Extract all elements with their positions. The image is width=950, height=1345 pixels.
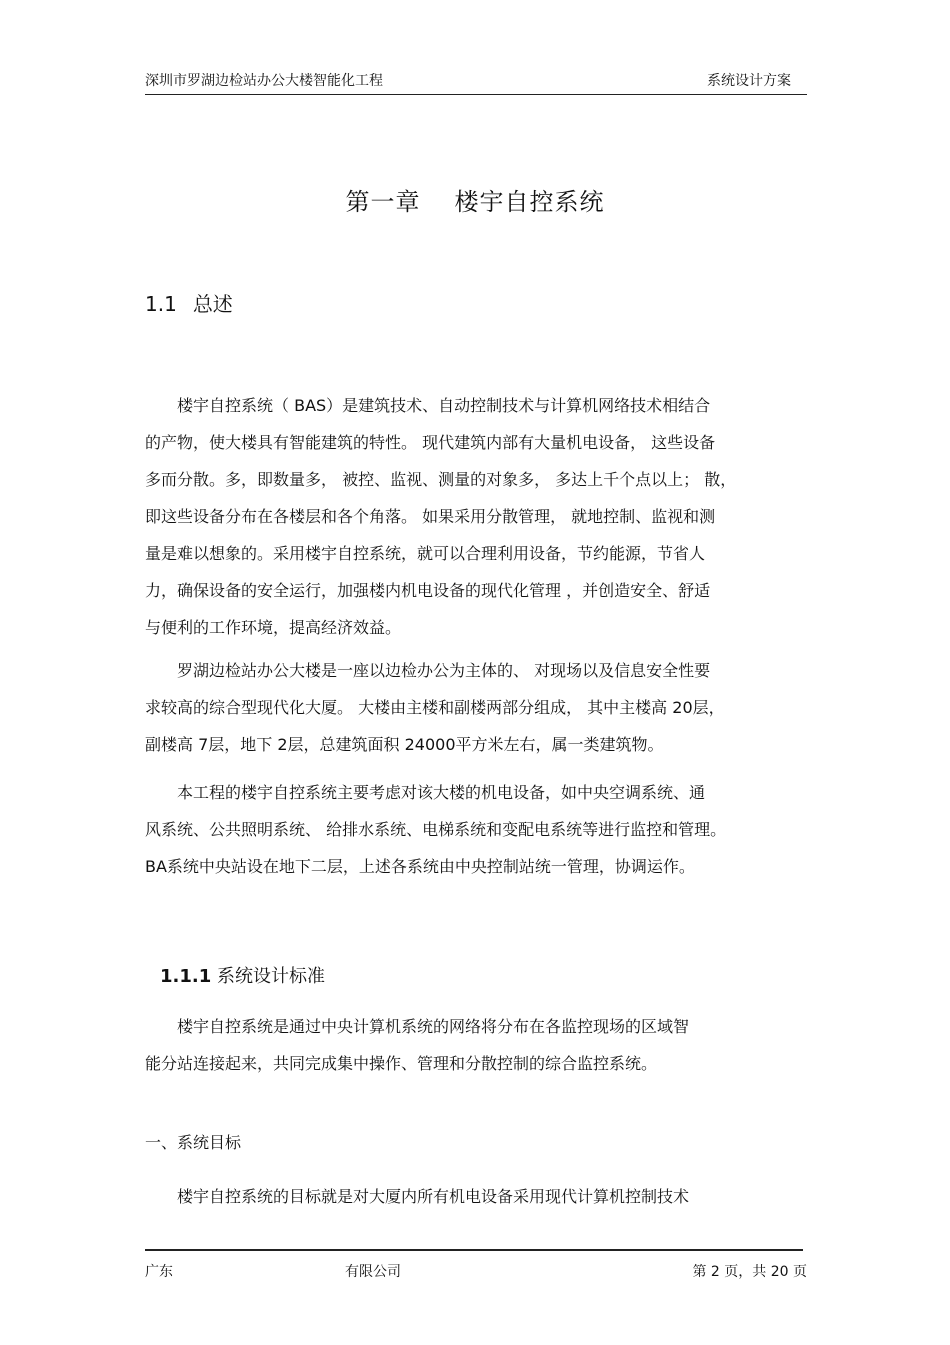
section-heading <box>145 288 233 317</box>
text-line: 能分站连接起来，共同完成集中操作、管理和分散控制的综合监控系统。 <box>145 1054 658 1073</box>
chapter-name: 楼宇自控系统 <box>454 188 605 216</box>
section-title: 总述 <box>192 292 233 316</box>
subsection-heading <box>160 962 325 988</box>
text-line: BA系统中央站设在地下二层，上述各系统由中央控制站统一管理，协调运作。 <box>145 857 695 876</box>
text-line: 与便利的工作环境，提高经济效益。 <box>145 618 402 637</box>
text-line: 风系统、公共照明系统、 给排水系统、电梯系统和变配电系统等进行监控和管理。 <box>145 820 727 839</box>
text-line: 楼宇自控系统的目标就是对大厦内所有机电设备采用现代计算机控制技术 <box>177 1187 690 1206</box>
page-header <box>145 68 805 92</box>
subsection-title: 系统设计标准 <box>216 966 325 987</box>
footer-region: 广东 <box>145 1264 173 1280</box>
text-line: 楼宇自控系统（ BAS）是建筑技术、自动控制技术与计算机网络技术相结合 <box>177 396 711 415</box>
paragraph-goal <box>145 1178 805 1215</box>
footer-page-number: 第 2 页，共 20 页 <box>692 1264 807 1280</box>
paragraph-design-standard <box>145 1008 805 1082</box>
text-line: 量是难以想象的。采用楼宇自控系统，就可以合理利用设备，节约能源，节省人 <box>145 544 706 563</box>
paragraph-scope <box>145 774 805 885</box>
header-divider <box>145 94 807 95</box>
text-line: 本工程的楼宇自控系统主要考虑对该大楼的机电设备，如中央空调系统、通 <box>177 783 706 802</box>
text-line: 求较高的综合型现代化大厦。 大楼由主楼和副楼两部分组成， 其中主楼高 20层， <box>145 698 725 717</box>
item-heading: 一、系统目标 <box>145 1133 242 1152</box>
text-line: 力，确保设备的安全运行，加强楼内机电设备的现代化管理 ，并创造安全、舒适 <box>145 581 711 600</box>
section-number: 1.1 <box>145 292 177 316</box>
text-line: 罗湖边检站办公大楼是一座以边检办公为主体的、 对现场以及信息安全性要 <box>177 661 711 680</box>
paragraph-overview <box>145 387 805 646</box>
text-line: 楼宇自控系统是通过中央计算机系统的网络将分布在各监控现场的区域智 <box>177 1017 690 1036</box>
text-line: 副楼高 7层，地下 2层，总建筑面积 24000平方米左右，属一类建筑物。 <box>145 735 664 754</box>
header-doc-type: 系统设计方案 <box>707 73 791 89</box>
subsection-number: 1.1.1 <box>160 966 212 987</box>
text-line: 的产物，使大楼具有智能建筑的特性。 现代建筑内部有大量机电设备， 这些设备 <box>145 433 716 452</box>
text-line: 多而分散。多，即数量多， 被控、监视、测量的对象多， 多达上千个点以上； 散， <box>145 470 737 489</box>
chapter-number: 第一章 <box>345 188 421 216</box>
footer-company: 有限公司 <box>345 1264 401 1280</box>
header-project-title: 深圳市罗湖边检站办公大楼智能化工程 <box>145 73 383 89</box>
paragraph-building <box>145 652 805 763</box>
footer-divider <box>145 1249 803 1251</box>
chapter-title <box>0 182 950 217</box>
text-line: 即这些设备分布在各楼层和各个角落。 如果采用分散管理， 就地控制、监视和测 <box>145 507 716 526</box>
